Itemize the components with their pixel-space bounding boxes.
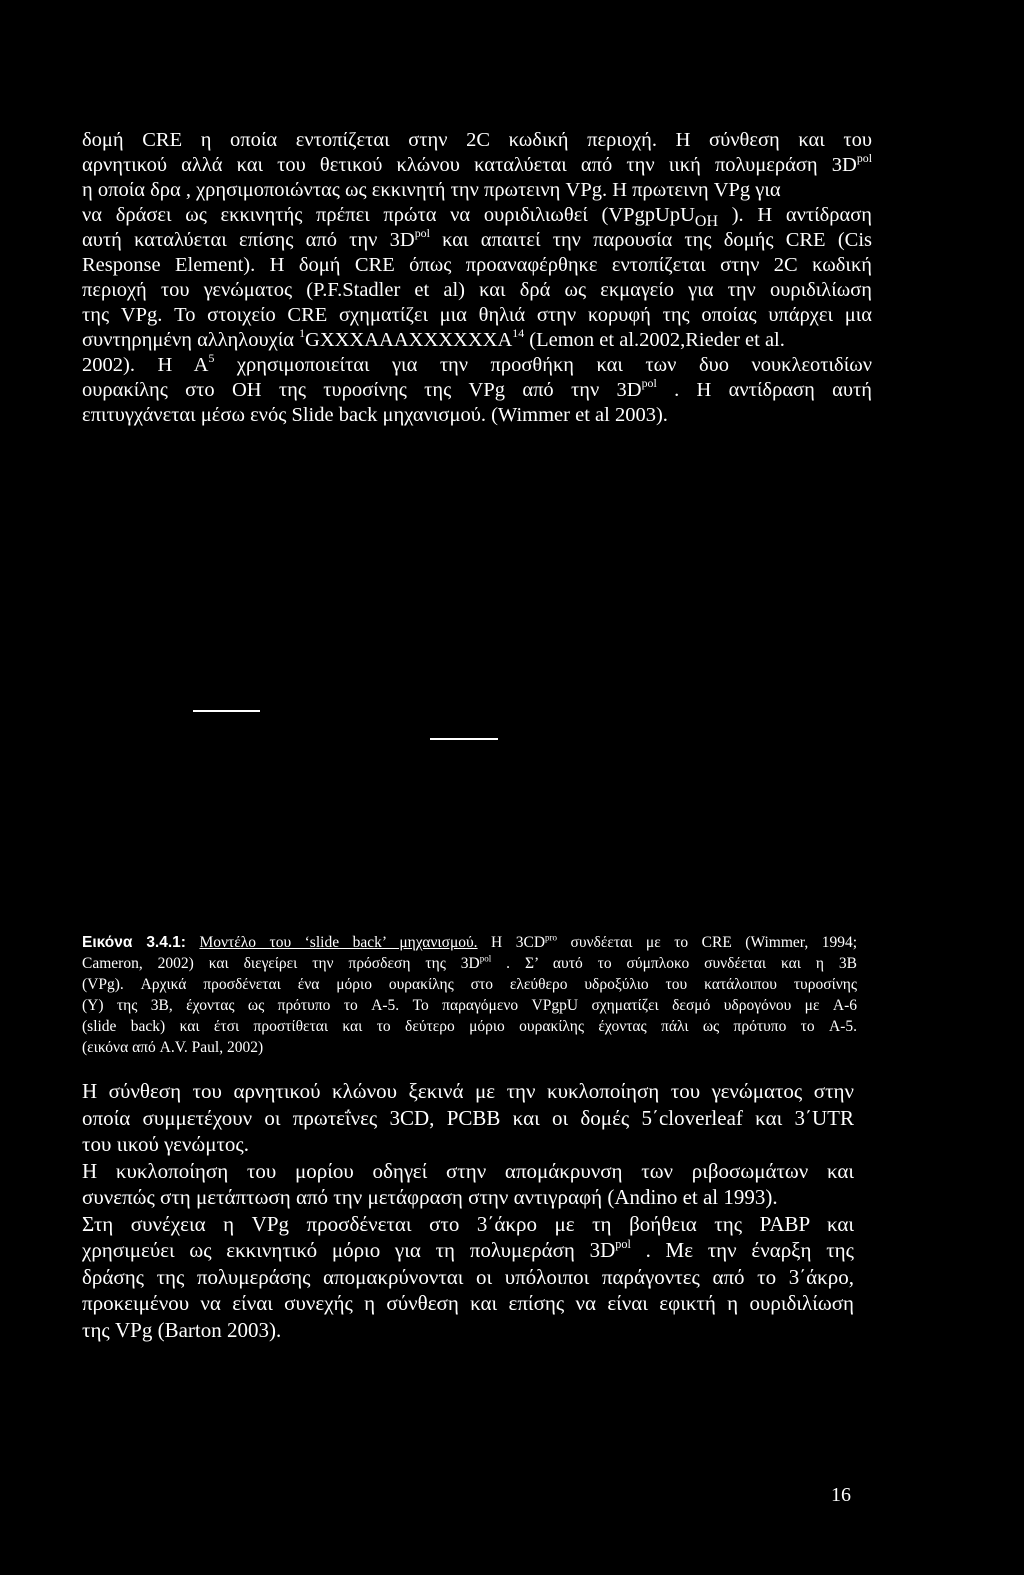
paragraph-2 xyxy=(82,1078,854,1343)
caption-line: (slide back) και έτσι προστίθεται και το δεύτερο μόριο ουρακίλης έχοντας πάλι ως πρότυπο το A-5. xyxy=(82,1018,857,1035)
text-line: οποία συμμετέχουν οι πρωτεΐνες 3CD, PCBB και οι δομές 5΄cloverleaf και 3΄UTR xyxy=(82,1105,854,1130)
caption-line: Εικόνα 3.4.1: Μοντέλο του ‘slide back’ μηχανισμού. Η $3CD^{pro}$ συνδέεται με το CRE (Wimmer, 1994; xyxy=(82,932,857,951)
figure-line xyxy=(193,710,260,712)
text-line: του ιικού γενώμτος. xyxy=(82,1132,249,1156)
text-line: επιτυγχάνεται μέσω ενός Slide back μηχανισμού. (Wimmer et al 2003). xyxy=(82,404,668,426)
caption-line: (εικόνα από A.V. Paul, 2002) xyxy=(82,1039,264,1056)
paragraph-1 xyxy=(82,128,872,428)
caption-line: Cameron, 2002) και διεγείρει την πρόσδεση της $3D^{pol}$ . Σ’ αυτό το σύμπλοκο συνδέεται και η 3B xyxy=(82,953,857,972)
text-line: της VPg. Το στοιχείο CRE σχηματίζει μια θηλιά στην κορυφή της οποίας υπάρχει μια xyxy=(82,304,872,326)
text-line: Η σύνθεση του αρνητικού κλώνου ξεκινά με την κυκλοποίηση του γενώματος στην xyxy=(82,1079,854,1103)
text-line: προκειμένου να είναι συνεχής η σύνθεση και επίσης να είναι εφικτή η ουριδιλίωση xyxy=(82,1291,854,1315)
text-line: Η κυκλοποίηση του μορίου οδηγεί στην απομάκρυνση των ριβοσωμάτων και xyxy=(82,1158,854,1183)
text-line: συνεπώς στη μετάπτωση από την μετάφραση στην αντιγραφή (Andino et al 1993). xyxy=(82,1185,778,1209)
page-number: 16 xyxy=(831,1484,851,1506)
text-line: δομή CRE η οποία εντοπίζεται στην 2C κωδική περιοχή. Η σύνθεση και του xyxy=(82,129,872,151)
text-line: δράσης της πολυμεράσης απομακρύνονται οι υπόλοιποι παράγοντες από το 3΄άκρο, xyxy=(82,1264,854,1289)
text-line: ουρακίλης στο ΟΗ της τυροσίνης της VPg από την $3D^{pol}$ . Η αντίδραση αυτή xyxy=(82,376,872,401)
text-line: της VPg (Barton 2003). xyxy=(82,1317,282,1342)
text-line: περιοχή του γενώματος (P.F.Stadler et al) και δρά ως εκμαγείο για την ουριδιλίωση xyxy=(82,279,872,301)
text-line: η οποία δρα , χρησιμοποιώντας ως εκκινητή την πρωτεινη VPg. Η πρωτεινη VPg για xyxy=(82,179,781,201)
text-line: 2002). Η $A^5$ χρησιμοποιείται για την προσθήκη και των δυο νουκλεοτιδίων xyxy=(82,351,872,376)
text-line: να δράσει ως εκκινητής πρέπει πρώτα να ουριδιλιωθεί (VPgpUpU$_{OH}$ ). Η αντίδραση xyxy=(82,204,872,231)
text-line: αρνητικού αλλά και του θετικού κλώνου καταλύεται από την ιική πολυμεράση $3D^{pol}$ xyxy=(82,151,872,176)
caption-label: Εικόνα 3.4.1: xyxy=(82,934,186,951)
text-line: αυτή καταλύεται επίσης από την $3D^{pol}$ και απαιτεί την παρουσία της δομής CRE (Cis xyxy=(82,226,872,251)
figure-caption xyxy=(82,932,857,1058)
figure-line xyxy=(430,738,498,740)
text-line: συντηρημένη αλληλουχία $^1$GXXXAAAXXXXXXA$^{14}$ (Lemon et al.2002,Rieder et al. xyxy=(82,326,785,351)
text-line: Στη συνέχεια η VPg προσδένεται στο 3΄άκρο με τη βοήθεια της PABP και xyxy=(82,1211,854,1236)
caption-title: Μοντέλο του ‘slide back’ μηχανισμού. xyxy=(199,934,478,951)
text-line: Response Element). Η δομή CRE όπως προαναφέρθηκε εντοπίζεται στην 2C κωδική xyxy=(82,254,872,276)
caption-line: (Y) της 3B, έχοντας ως πρότυπο το A-5. Το παραγόμενο VPgpU σχηματίζει δεσμό υδρογόνου με A-6 xyxy=(82,997,857,1014)
text-line: χρησιμεύει ως εκκινητικό μόριο για τη πολυμεράση $3D^{pol}$ . Με την έναρξη της xyxy=(82,1236,854,1262)
caption-line: (VPg). Αρχικά προσδένεται ένα μόριο ουρακίλης στο ελεύθερο υδροξύλιο του κατάλοιπου τυροσίνης xyxy=(82,976,857,993)
